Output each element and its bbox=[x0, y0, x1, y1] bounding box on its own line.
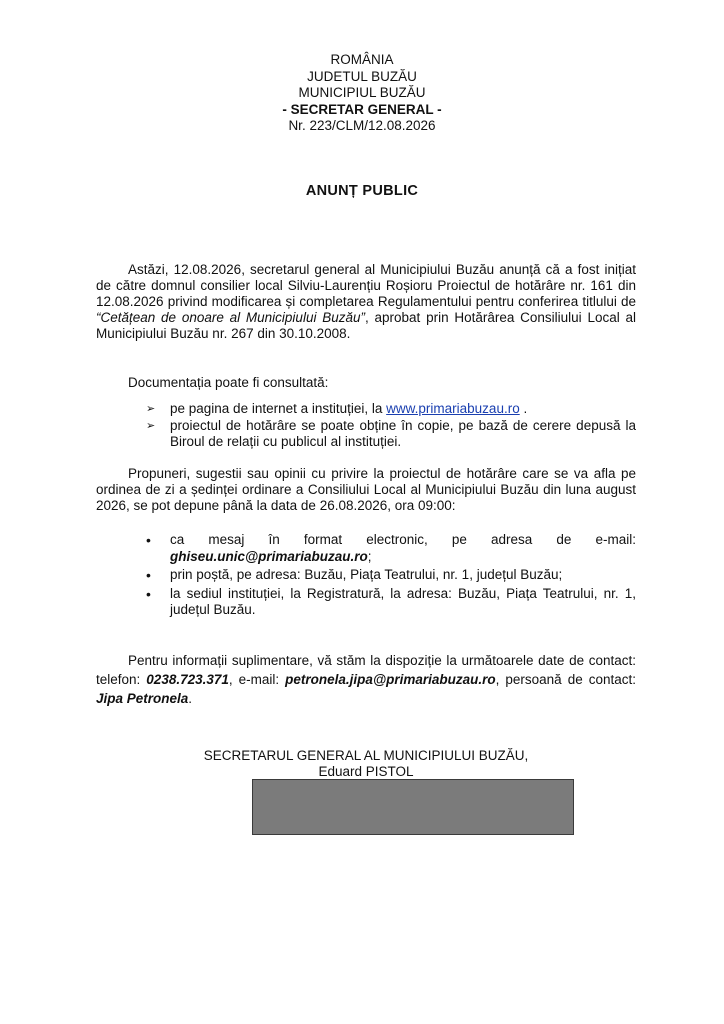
signature-role: SECRETARUL GENERAL AL MUNICIPIULUI BUZĂU, bbox=[203, 748, 529, 763]
list-item-text: prin poștă, pe adresa: Buzău, Piața Teatrului, nr. 1, județul Buzău; bbox=[170, 567, 563, 582]
document-header bbox=[0, 52, 724, 135]
signature-block bbox=[196, 748, 536, 780]
announcement-paragraph bbox=[96, 262, 636, 342]
arrow-bullet-icon: ➢ bbox=[146, 403, 156, 415]
documentation-list bbox=[146, 401, 636, 451]
contact-person: Jipa Petronela bbox=[96, 691, 189, 706]
regulation-title: “Cetățean de onoare al Municipiului Buzău” bbox=[96, 310, 365, 325]
proposals-paragraph: Propuneri, sugestii sau opinii cu privire la proiectul de hotărâre care se va afla pe ordinea de zi a ședinței ordinare a Consiliului Local al Municipiului Buzău din luna august 2026, se pot depune până la data de 26.08.2026, ora 09:00: bbox=[96, 466, 636, 513]
list-item bbox=[146, 585, 636, 619]
submission-email: ghiseu.unic@primariabuzau.ro bbox=[170, 548, 368, 564]
contact-paragraph bbox=[96, 651, 636, 708]
list-item bbox=[146, 532, 636, 565]
website-link[interactable]: www.primariabuzau.ro bbox=[386, 401, 520, 416]
arrow-bullet-icon: ➢ bbox=[146, 419, 156, 432]
list-item-suffix: . bbox=[519, 401, 528, 416]
contact-text-4: . bbox=[188, 691, 193, 706]
header-municipality: MUNICIPIUL BUZĂU bbox=[298, 85, 426, 100]
contact-text-1: Pentru informații suplimentare, vă stăm la dispoziție la următoarele date de contact: telefon: bbox=[96, 653, 636, 687]
list-item-text: pe pagina de internet a instituției, la bbox=[170, 401, 387, 416]
contact-text-2: , e-mail: bbox=[228, 672, 286, 687]
dot-bullet-icon: • bbox=[146, 532, 151, 548]
header-county: JUDETUL BUZĂU bbox=[307, 68, 417, 84]
list-item-text: la sediul instituției, la Registratură, la adresa: Buzău, Piața Teatrului, nr. 1, județul Buzău. bbox=[170, 585, 636, 617]
announcement-text-1: Astăzi, 12.08.2026, secretarul general al Municipiului Buzău anunță că a fost inițiat de către domnul consilier local Silviu-Laurențiu Roșioru Proiectul de hotărâre nr. 161 din 12.08.2026 privind modificarea și completarea Regulamentului pentru conferirea titlului de bbox=[96, 262, 636, 309]
list-item-text: ca mesaj în format electronic, pe adresa de e-mail: bbox=[170, 532, 636, 547]
signature-name: Eduard PISTOL bbox=[318, 764, 414, 779]
list-item-text: proiectul de hotărâre se poate obține în copie, pe bază de cerere depusă la Biroul de relații cu publicul al instituției. bbox=[170, 417, 636, 449]
dot-bullet-icon: • bbox=[146, 585, 151, 602]
contact-text-3: , persoană de contact: bbox=[495, 672, 636, 687]
dot-bullet-icon: • bbox=[146, 567, 151, 583]
header-department: - SECRETAR GENERAL - bbox=[282, 101, 442, 117]
contact-phone: 0238.723.371 bbox=[146, 672, 229, 687]
document-title: ANUNȚ PUBLIC bbox=[305, 183, 419, 199]
header-registration-number: Nr. 223/CLM/12.08.2026 bbox=[288, 118, 436, 133]
submission-methods-list bbox=[146, 532, 636, 621]
contact-email: petronela.jipa@primariabuzau.ro bbox=[285, 672, 496, 687]
list-item-suffix: ; bbox=[367, 548, 372, 564]
list-item bbox=[146, 417, 636, 451]
list-item bbox=[146, 401, 636, 418]
list-item bbox=[146, 567, 636, 584]
redacted-signature-box bbox=[252, 779, 574, 835]
documentation-intro: Documentația poate fi consultată: bbox=[128, 375, 329, 390]
announcement-text-2: , aprobat prin Hotărârea Consiliului Local al Municipiului Buzău nr. 267 din 30.10.2008. bbox=[96, 310, 636, 341]
header-country: ROMÂNIA bbox=[330, 52, 394, 67]
